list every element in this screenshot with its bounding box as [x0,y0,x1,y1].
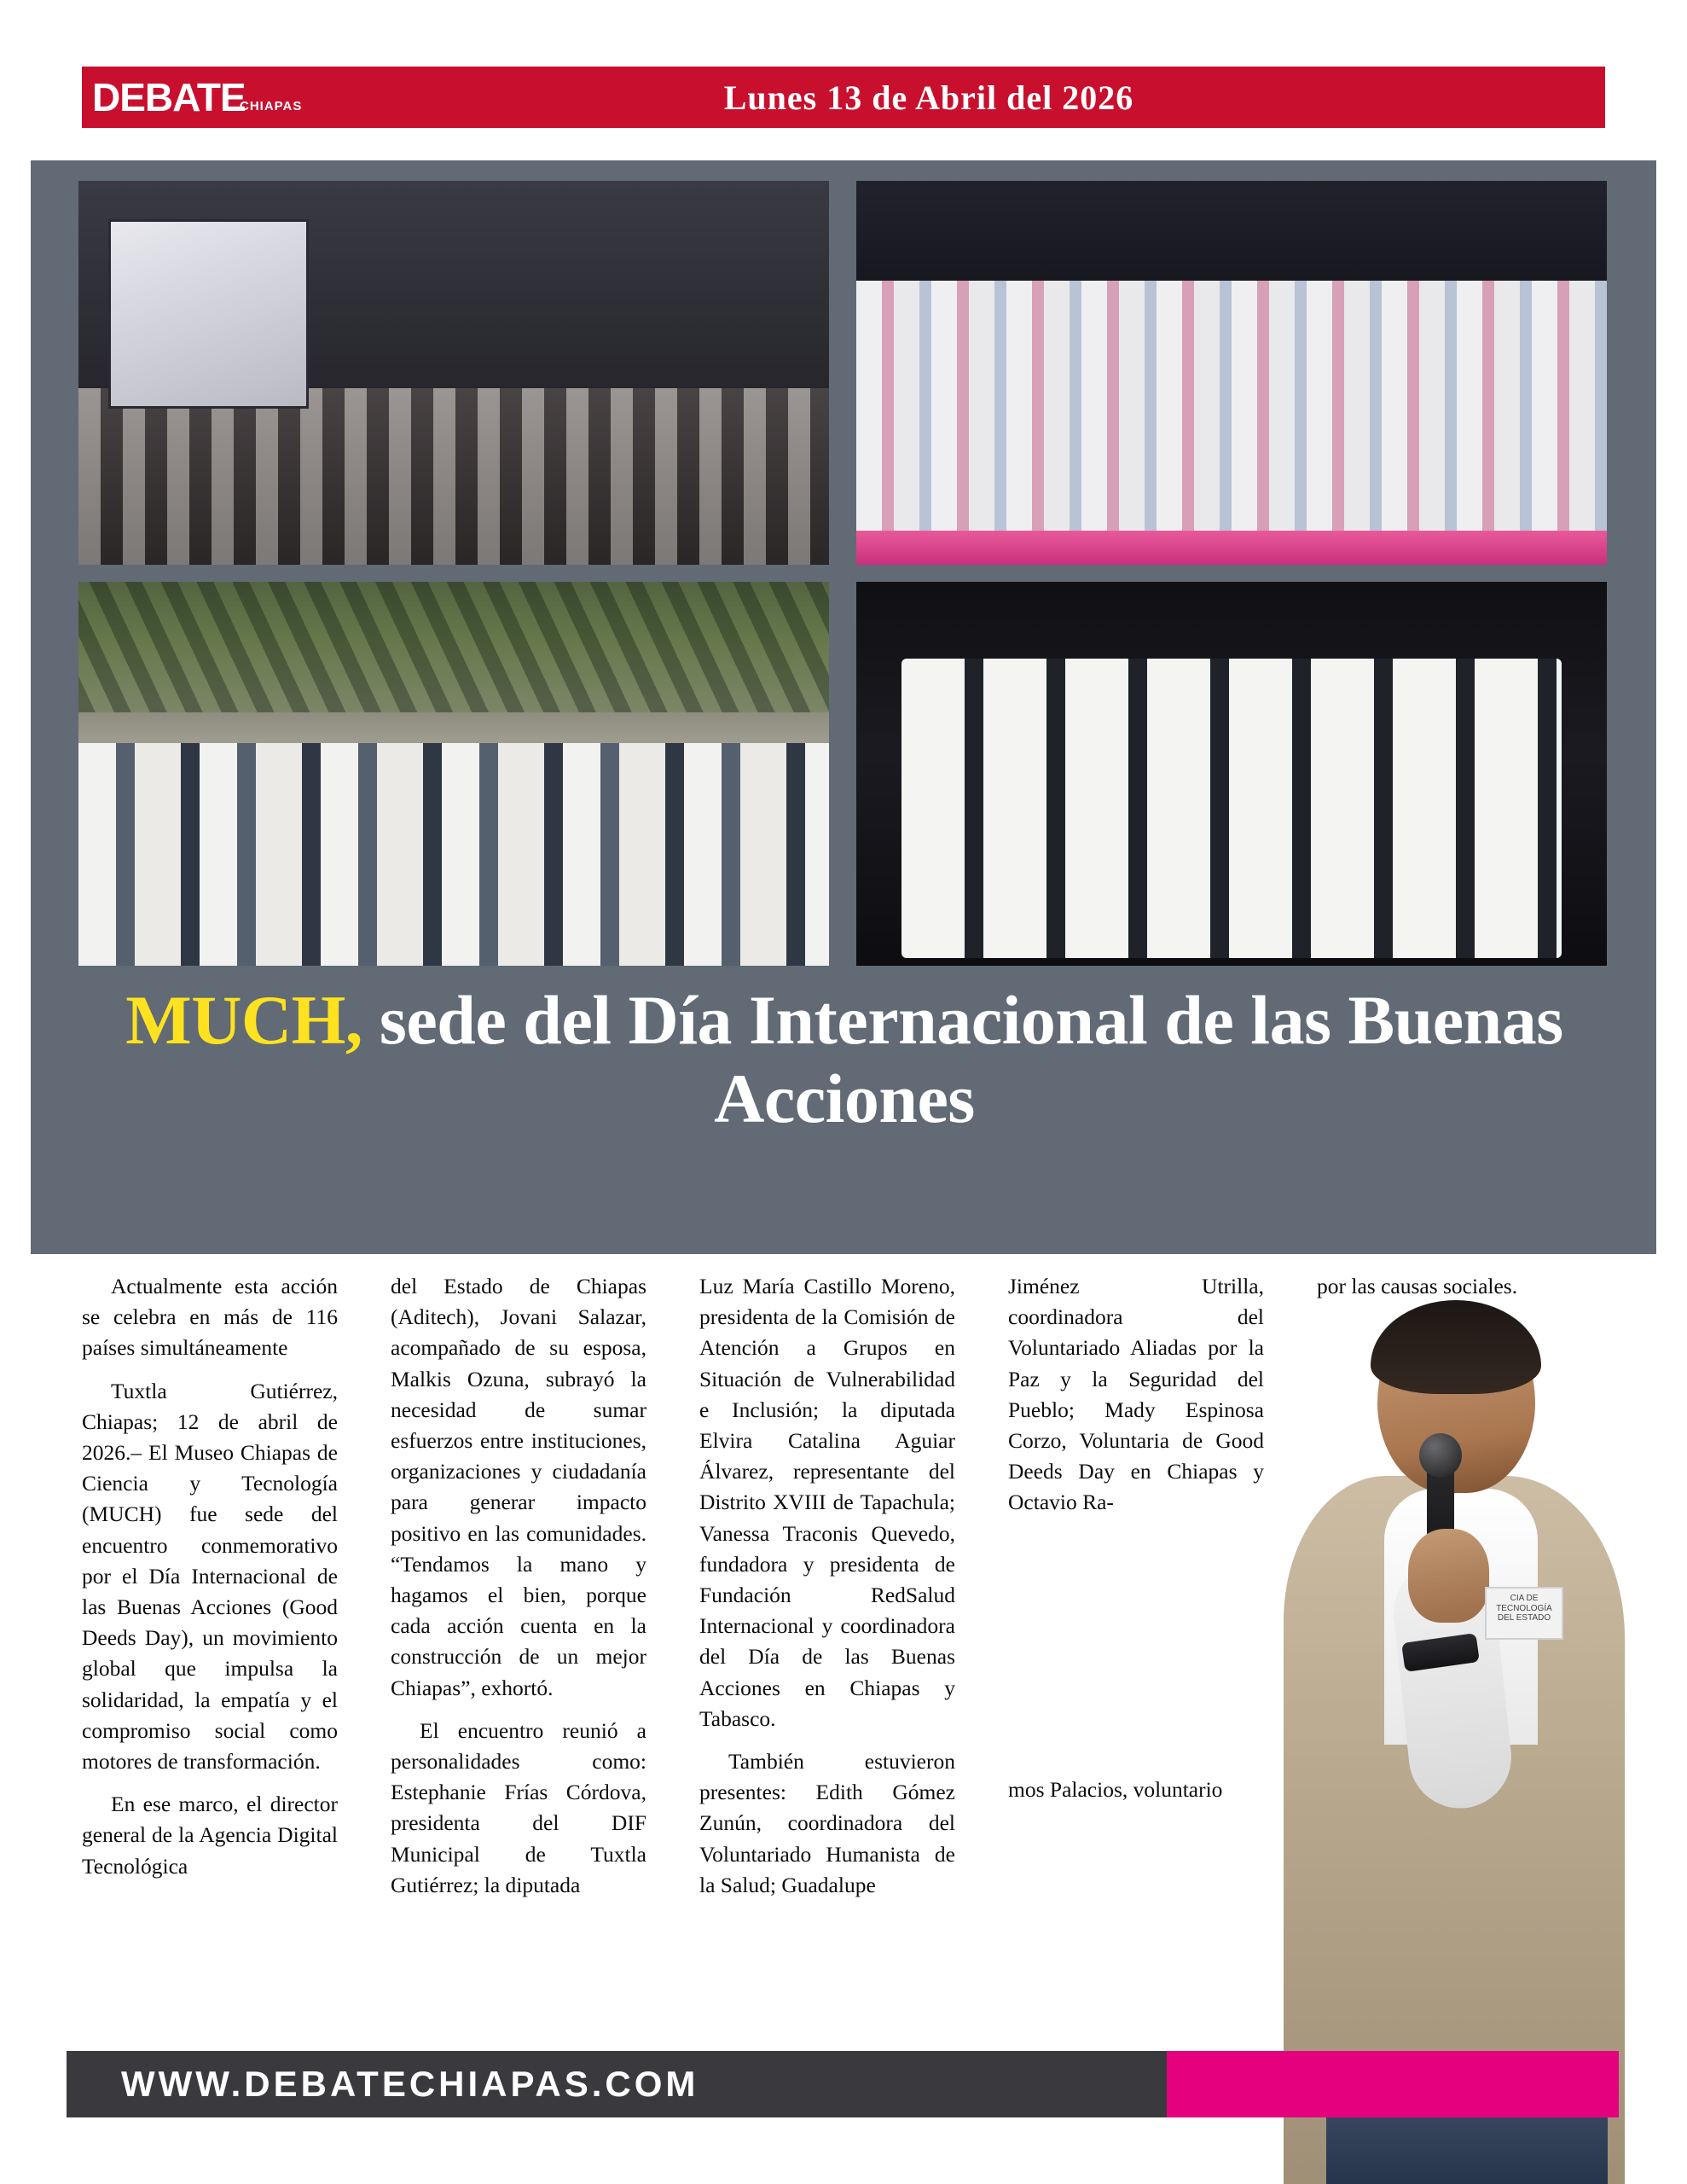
paragraph: Tuxtla Gutiérrez, Chiapas; 12 de abril de 2026.– El Museo Chiapas de Ciencia y Tecnología (MUCH) fue sede del encuentro conmemorativo por el Día Internacional de las Buenas Acciones (Good Deeds Day), un movimiento global que impulsa la solidaridad, la empatía y el compromiso social como motores de transformación. [82,1378,338,1774]
footer-url-bar [67,2051,1167,2117]
article-column-1 [82,1271,338,1894]
paragraph: Jiménez Utrilla, coordinadora del Voluntariado Aliadas por la Paz y la Seguridad del Pueblo; Mady Espinosa Corzo, Voluntaria de Good Deeds Day en Chiapas y Octavio Ra- [1008,1274,1264,1515]
paragraph: por las causas sociales. [1317,1274,1518,1298]
paragraph: mos Palacios, voluntario [1008,1776,1223,1802]
article-column-2 [391,1271,646,1913]
paragraph: Actualmente esta acción se celebra en más de 116 países simultáneamente [82,1274,338,1361]
speaker-hair [1371,1300,1541,1394]
issue-date: Lunes 13 de Abril del 2026 [723,78,1134,117]
photo-outdoor-activity [78,582,829,966]
vest-badge: CIA DE TECNOLOGÍA DEL ESTADO [1485,1587,1563,1640]
article-column-4 [1008,1271,1264,1817]
headline-rest: sede del Día Internacional de las Buenas Acciones [362,981,1563,1137]
footer [67,2051,1619,2117]
paragraph: En ese marco, el director general de la Agencia Digital Tecnológica [82,1792,338,1879]
debate-logo [82,67,355,128]
website-url[interactable]: WWW.DEBATECHIAPAS.COM [121,2064,699,2104]
paragraph: Luz María Castillo Moreno, presidenta de la Comisión de Atención a Grupos en Situación de Vulnerabilidad e Inclusión; la diputada Elvira Catalina Aguiar Álvarez, representante del Distrito XVIII de Tapachula; Vanessa Traconis Quevedo, fundadora y presidenta de Fundación RedSalud Internacional y coordinadora del Día de las Buenas Acciones en Chiapas y Tabasco. [699,1274,955,1731]
footer-accent-block [1167,2051,1619,2117]
headline-highlight: MUCH, [125,981,362,1059]
paragraph: También estuvieron presentes: Edith Gómez Zunún, coordinadora del Voluntariado Humanista de la Salud; Guadalupe [699,1749,955,1897]
photo-group-volunteers [856,181,1607,565]
article-column-3 [699,1271,955,1913]
speaker-cutout-photo [1241,1280,1667,2184]
paragraph: del Estado de Chiapas (Aditech), Jovani Salazar, acompañado de su esposa, Malkis Ozuna, subrayó la necesidad de sumar esfuerzos entre instituciones, organizaciones y ciudadanía para generar impacto positivo en las comunidades. “Tendamos la mano y hagamos el bien, porque cada acción cuenta en la construcción de un mejor Chiapas”, exhortó. [391,1274,646,1700]
photo-panel-microphone [856,582,1607,966]
speaker-hand [1408,1529,1489,1623]
page-title [51,981,1638,1138]
paragraph: El encuentro reunió a personalidades como: Estephanie Frías Córdova, presidenta del DIF Municipal de Tuxtla Gutiérrez; la diputada [391,1717,646,1897]
masthead [82,67,1605,128]
photo-auditorium-presentation [78,181,829,565]
logo-main-text: DEBATE [92,75,246,119]
logo-sub-text: CHIAPAS [240,99,303,113]
